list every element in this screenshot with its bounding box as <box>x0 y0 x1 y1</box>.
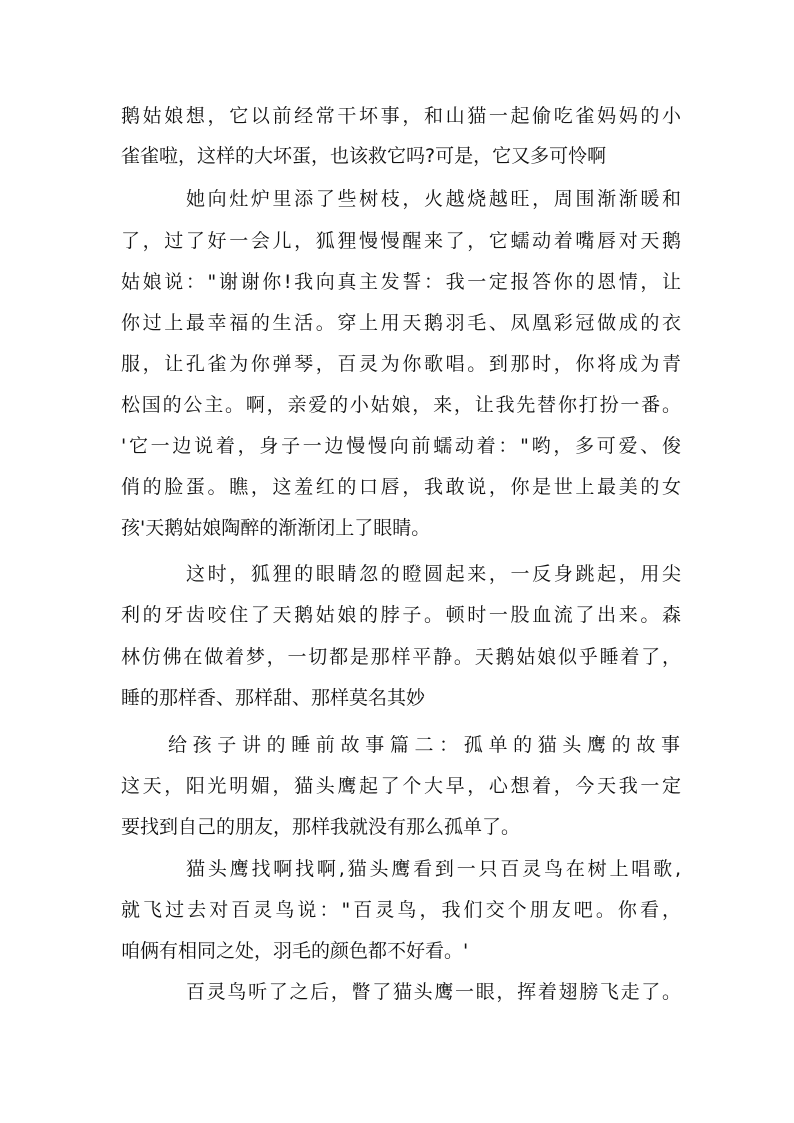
text-line: 林仿佛在做着梦，一切都是那样平静。天鹅姑娘似乎睡着了， <box>121 646 681 668</box>
text-line: 俏的脸蛋。瞧，这羞红的口唇，我敢说，你是世上最美的女 <box>121 476 681 498</box>
text-line: 了，过了好一会儿，狐狸慢慢醒来了，它蠕动着嘴唇对天鹅 <box>121 230 681 252</box>
text-line: 松国的公主。啊，亲爱的小姑娘，来，让我先替你打扮一番。 <box>121 394 681 416</box>
text-line: 雀雀啦，这样的大坏蛋，也该救它吗?可是，它又多可怜啊 <box>121 145 607 167</box>
text-line: 这天，阳光明媚，猫头鹰起了个大早，心想着，今天我一定 <box>121 775 681 797</box>
text-line: 服，让孔雀为你弹琴，百灵为你歌唱。到那时，你将成为青 <box>121 353 681 375</box>
text-line: 百灵鸟听了之后，瞥了猫头鹰一眼，挥着翅膀飞走了。 <box>186 981 681 1003</box>
text-line: 鹅姑娘想，它以前经常干坏事，和山猫一起偷吃雀妈妈的小 <box>121 105 681 127</box>
story-heading: 给孩子讲的睡前故事篇二：孤单的猫头鹰的故事 <box>168 734 681 756</box>
text-line: 猫头鹰找啊找啊,猫头鹰看到一只百灵鸟在树上唱歌, <box>186 858 681 880</box>
text-line: 这时，狐狸的眼睛忽的瞪圆起来，一反身跳起，用尖 <box>186 563 681 585</box>
text-line: 睡的那样香、那样甜、那样莫名其妙 <box>121 687 426 709</box>
text-line: 你过上最幸福的生活。穿上用天鹅羽毛、凤凰彩冠做成的衣 <box>121 312 681 334</box>
text-line: 咱俩有相同之处，羽毛的颜色都不好看。' <box>121 940 469 962</box>
text-line: 要找到自己的朋友，那样我就没有那么孤单了。 <box>121 816 521 838</box>
text-line: 孩'天鹅姑娘陶醉的渐渐闭上了眼睛。 <box>121 517 431 539</box>
text-line: 她向灶炉里添了些树枝，火越烧越旺，周围渐渐暖和 <box>186 188 681 210</box>
text-line: 就飞过去对百灵鸟说："百灵鸟，我们交个朋友吧。你看， <box>121 899 681 921</box>
text-line: 利的牙齿咬住了天鹅姑娘的脖子。顿时一股血流了出来。森 <box>121 604 681 626</box>
text-line: '它一边说着，身子一边慢慢向前蠕动着："哟，多可爱、俊 <box>121 435 681 457</box>
text-line: 姑娘说："谢谢你!我向真主发誓：我一定报答你的恩情，让 <box>121 271 681 293</box>
